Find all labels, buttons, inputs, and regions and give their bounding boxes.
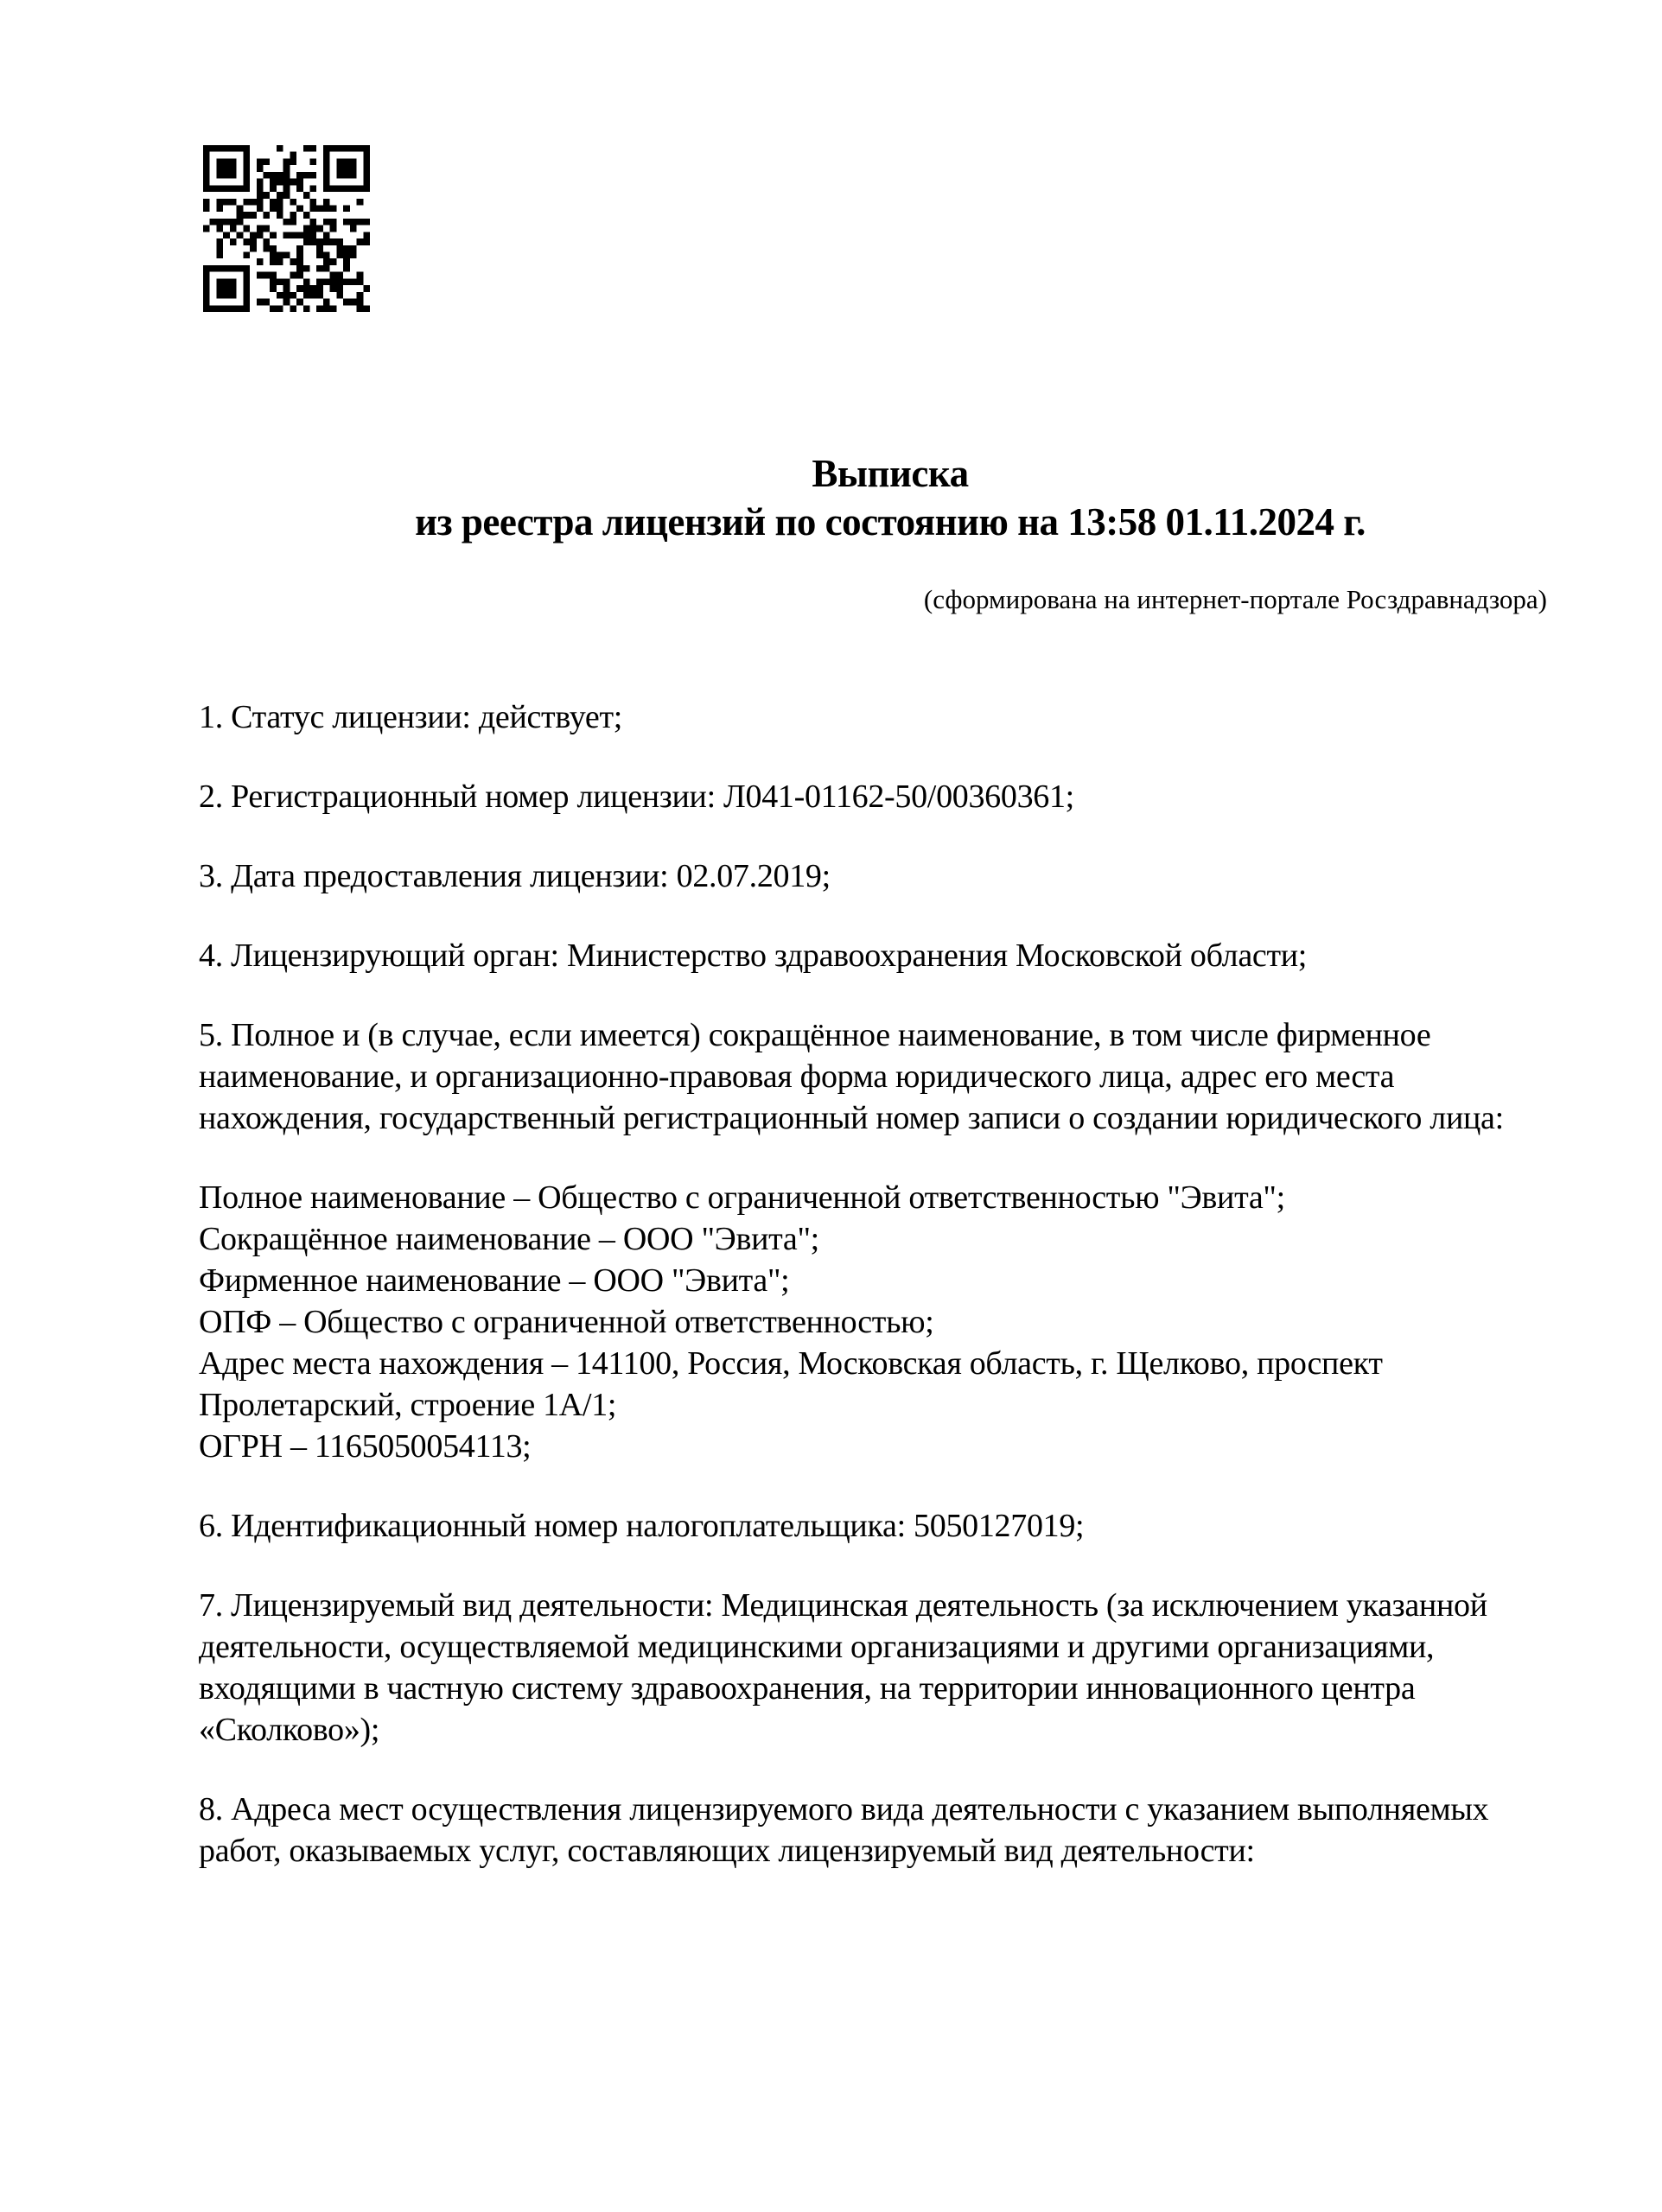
text-line: работ, оказываемых услуг, составляющих лицензируемый вид деятельности: bbox=[199, 1833, 1255, 1869]
text-line: «Сколково»); bbox=[199, 1712, 380, 1748]
text-line: 7. Лицензируемый вид деятельности: Медицинская деятельность (за исключением указанной bbox=[199, 1587, 1487, 1624]
paragraph-licensed-activity bbox=[199, 1585, 1608, 1751]
text-line: Полное наименование – Общество с ограниченной ответственностью "Эвита"; bbox=[199, 1179, 1285, 1216]
portal-note: (сформирована на интернет-портале Росздравнадзора) bbox=[923, 584, 1547, 614]
text-line: 3. Дата предоставления лицензии: 02.07.2019; bbox=[199, 858, 831, 894]
text-line: наименование, и организационно-правовая форма юридического лица, адрес его места bbox=[199, 1058, 1395, 1095]
text-line: нахождения, государственный регистрационный номер записи о создании юридического лица: bbox=[199, 1100, 1504, 1136]
paragraph-legal-entity-heading bbox=[199, 1014, 1608, 1139]
title-line-2: из реестра лицензий по состоянию на 13:58 01.11.2024 г. bbox=[415, 500, 1366, 543]
paragraph-grant-date bbox=[199, 855, 1608, 897]
text-line: Пролетарский, строение 1А/1; bbox=[199, 1387, 617, 1423]
text-line: 5. Полное и (в случае, если имеется) сокращённое наименование, в том числе фирменное bbox=[199, 1017, 1431, 1053]
paragraph-license-status bbox=[199, 696, 1608, 738]
text-line: ОПФ – Общество с ограниченной ответственностью; bbox=[199, 1304, 934, 1340]
paragraph-licensing-authority bbox=[199, 935, 1608, 976]
document-title bbox=[199, 449, 1582, 546]
text-line: входящими в частную систему здравоохранения, на территории инновационного центра bbox=[199, 1670, 1416, 1707]
text-line: 6. Идентификационный номер налогоплательщика: 5050127019; bbox=[199, 1508, 1085, 1544]
paragraph-registration-number bbox=[199, 776, 1608, 817]
text-line: деятельности, осуществляемой медицинскими организациями и другими организациями, bbox=[199, 1629, 1435, 1665]
qr-code-icon bbox=[203, 145, 370, 312]
text-line: Адрес места нахождения – 141100, Россия, Московская область, г. Щелково, проспект bbox=[199, 1345, 1383, 1382]
text-line: 8. Адреса мест осуществления лицензируемого вида деятельности с указанием выполняемых bbox=[199, 1791, 1489, 1827]
text-line: 2. Регистрационный номер лицензии: Л041-01162-50/00360361; bbox=[199, 779, 1074, 815]
paragraph-activity-addresses bbox=[199, 1789, 1608, 1872]
text-line: 4. Лицензирующий орган: Министерство здравоохранения Московской области; bbox=[199, 938, 1308, 974]
paragraph-legal-entity-details bbox=[199, 1177, 1608, 1467]
text-line: ОГРН – 1165050054113; bbox=[199, 1428, 532, 1465]
paragraph-taxpayer-number bbox=[199, 1505, 1608, 1547]
title-line-1: Выписка bbox=[812, 452, 969, 495]
text-line: 1. Статус лицензии: действует; bbox=[199, 699, 623, 735]
document-body bbox=[199, 696, 1608, 1872]
text-line: Сокращённое наименование – ООО "Эвита"; bbox=[199, 1221, 819, 1257]
text-line: Фирменное наименование – ООО "Эвита"; bbox=[199, 1262, 790, 1299]
